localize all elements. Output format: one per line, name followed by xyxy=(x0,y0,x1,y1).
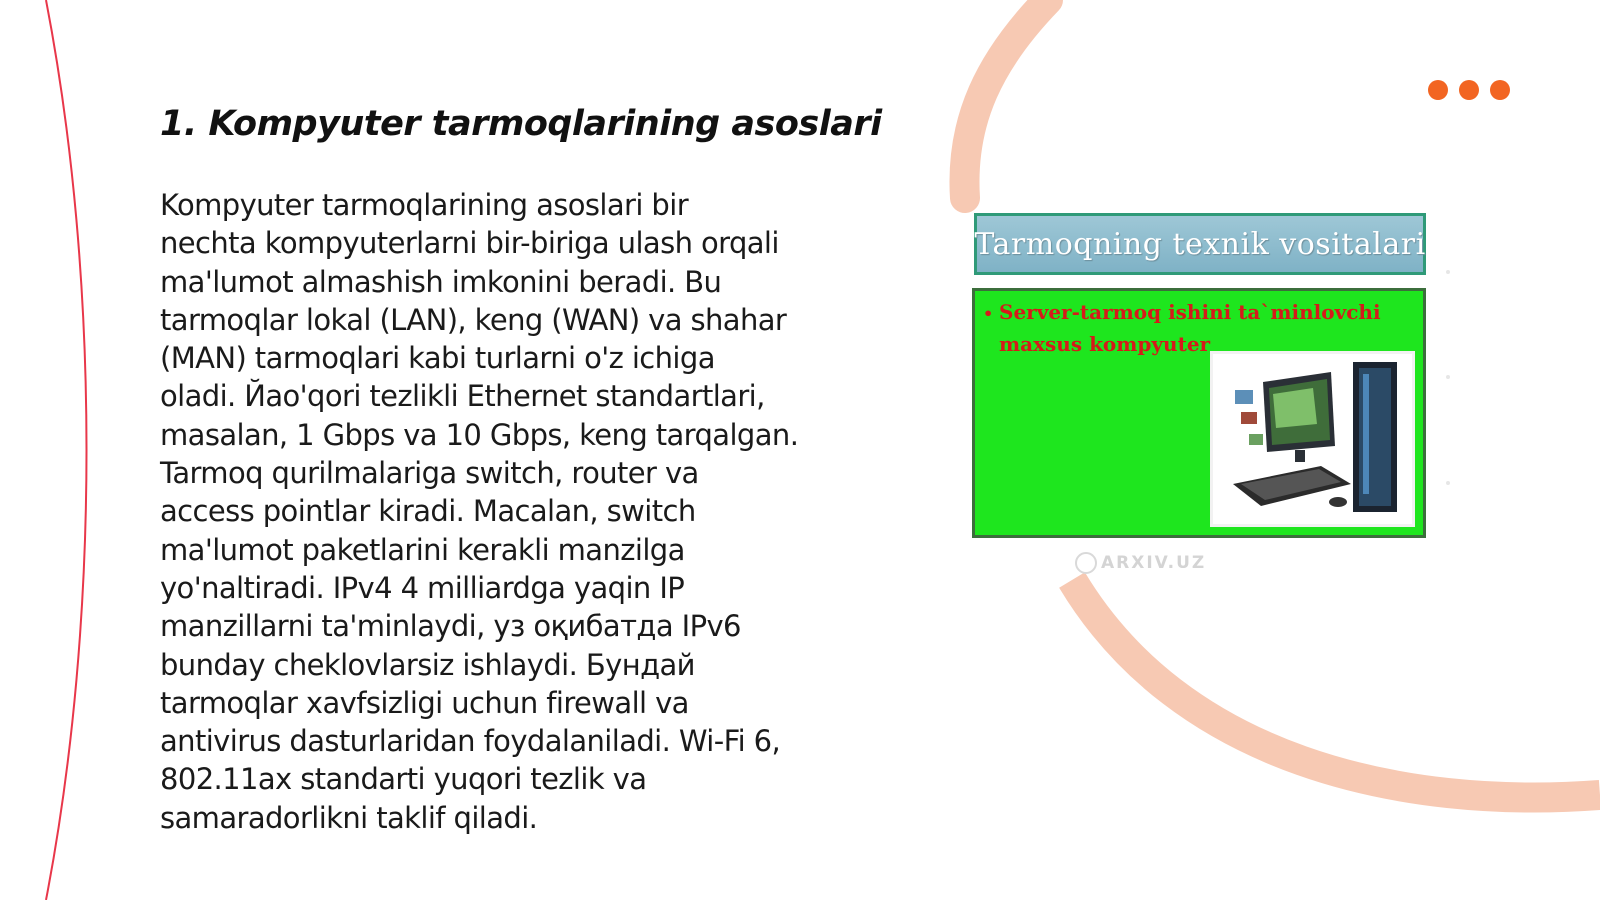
bottom-peach-arc xyxy=(1072,580,1600,798)
body-line: manzillarni ta'minlaydi, уз оқибатда IPv6 xyxy=(160,609,741,644)
watermark-ring-icon xyxy=(1075,552,1097,574)
top-peach-arc xyxy=(964,0,1048,198)
body-line: bunday cheklovlarsiz ishlaydi. Бундай xyxy=(160,647,695,682)
image-bullet-line2: maxsus kompyuter xyxy=(999,332,1211,356)
image-content-panel xyxy=(972,288,1426,538)
body-line: ma'lumot paketlarini kerakli manzilga xyxy=(160,532,685,567)
body-line: oladi. Йao'qori tezlikli Ethernet standartlari, xyxy=(160,379,765,414)
decorative-dots xyxy=(1428,80,1512,100)
body-line: samaradorlikni taklif qiladi. xyxy=(160,800,538,835)
image-title-bar xyxy=(974,213,1426,275)
dot xyxy=(1428,80,1448,100)
dot xyxy=(1490,80,1510,100)
faint-mark xyxy=(1446,481,1450,485)
body-line: tarmoqlar lokal (LAN), keng (WAN) va shahar xyxy=(160,302,787,337)
body-line: 802.11ax standarti yuqori tezlik va xyxy=(160,762,647,797)
body-line: antivirus dasturlaridan foydalaniladi. Wi-Fi 6, xyxy=(160,724,781,759)
image-title-text: Tarmoqning texnik vositalari xyxy=(974,226,1426,262)
slide-title: 1. Kompyuter tarmoqlarining asoslari xyxy=(160,104,882,144)
body-line: (MAN) tarmoqlari kabi turlarni o'z ichiga xyxy=(160,341,715,376)
body-line: masalan, 1 Gbps va 10 Gbps, keng tarqalgan. xyxy=(160,417,799,452)
body-line: access pointlar kiradi. Macalan, switch xyxy=(160,494,696,529)
desktop-computer-icon xyxy=(1210,351,1415,527)
body-line: nechta kompyuterlarni bir-biriga ulash orqali xyxy=(160,226,779,261)
body-line: Tarmoq qurilmalariga switch, router va xyxy=(160,456,699,491)
dot xyxy=(1459,80,1479,100)
body-line: Kompyuter tarmoqlarining asoslari bir xyxy=(160,188,689,222)
left-red-curve xyxy=(46,0,87,900)
body-paragraph xyxy=(160,186,860,837)
computer-illustration xyxy=(1213,354,1412,524)
body-line: yo'naltiradi. IPv4 4 milliardga yaqin IP xyxy=(160,570,685,605)
watermark-text: ARXIV.UZ xyxy=(1101,553,1207,573)
body-line: tarmoqlar xavfsizligi uchun firewall va xyxy=(160,685,689,720)
image-watermark xyxy=(1075,552,1206,574)
image-bullet-line1: Server-tarmoq ishini ta`minlovchi xyxy=(999,300,1381,324)
faint-mark xyxy=(1446,375,1450,379)
bullet-dot-icon: • xyxy=(983,304,994,323)
image-bullet xyxy=(983,297,1403,359)
body-line: ma'lumot almashish imkonini beradi. Bu xyxy=(160,264,722,299)
faint-mark xyxy=(1446,270,1450,274)
